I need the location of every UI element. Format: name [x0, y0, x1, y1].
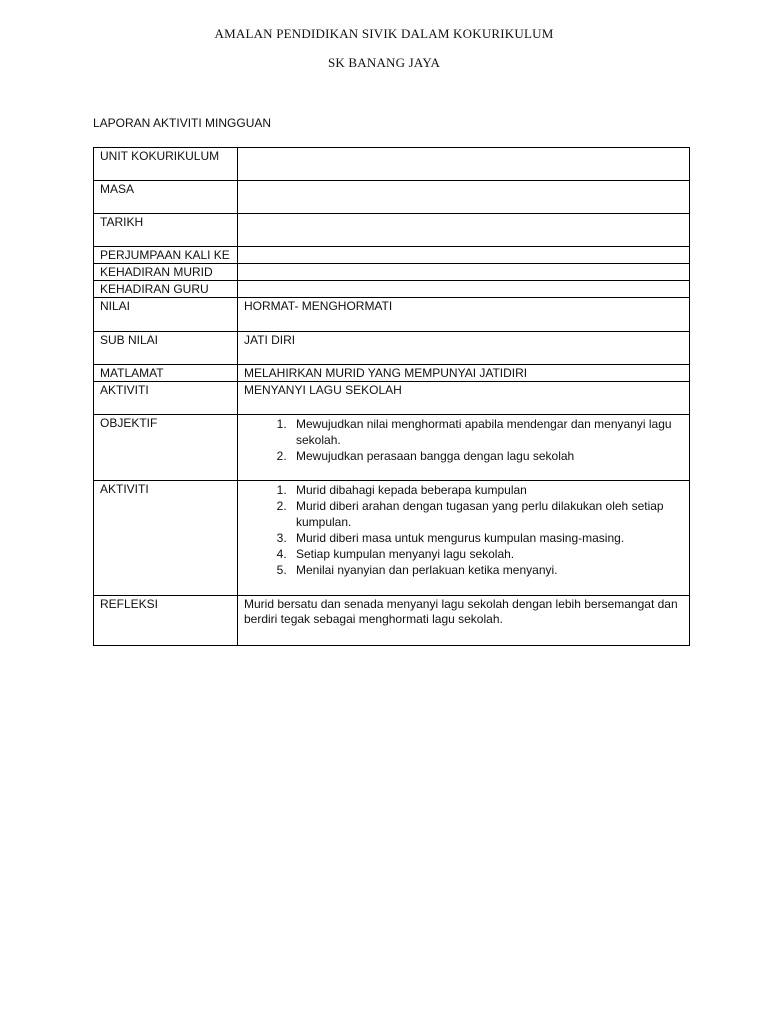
- row-refleksi: [94, 596, 690, 646]
- row-label: KEHADIRAN GURU: [94, 281, 238, 298]
- row-value: MELAHIRKAN MURID YANG MEMPUNYAI JATIDIRI: [238, 365, 690, 382]
- row-label: UNIT KOKURIKULUM: [94, 148, 238, 181]
- row-value: Murid bersatu dan senada menyanyi lagu sekolah dengan lebih bersemangat dan berdiri tegak sebagai menghormati lagu sekolah.: [238, 596, 690, 646]
- list-item: 3. Murid diberi masa untuk mengurus kumpulan masing-masing.: [290, 530, 683, 546]
- row-value: [238, 281, 690, 298]
- row-value: [238, 148, 690, 181]
- list-item: 2. Murid diberi arahan dengan tugasan yang perlu dilakukan oleh setiap kumpulan.: [290, 498, 683, 530]
- row-value: [238, 214, 690, 247]
- list-item: 2. Mewujudkan perasaan bangga dengan lagu sekolah: [290, 448, 683, 464]
- row-sub-nilai: [94, 332, 690, 365]
- row-unit-kokurikulum: [94, 148, 690, 181]
- row-label: AKTIVITI: [94, 481, 238, 596]
- document-title: AMALAN PENDIDIKAN SIVIK DALAM KOKURIKULUM: [214, 26, 554, 41]
- row-label: PERJUMPAAN KALI KE: [94, 247, 238, 264]
- list-item: 1. Mewujudkan nilai menghormati apabila mendengar dan menyanyi lagu sekolah.: [290, 416, 683, 448]
- row-perjumpaan: [94, 247, 690, 264]
- school-name: SK BANANG JAYA: [327, 55, 441, 70]
- row-value: [238, 181, 690, 214]
- row-matlamat: [94, 365, 690, 382]
- row-value: [238, 481, 690, 596]
- row-value: HORMAT- MENGHORMATI: [238, 298, 690, 332]
- report-table: [93, 147, 690, 646]
- row-value: [238, 415, 690, 481]
- row-aktiviti-title: [94, 382, 690, 415]
- row-label: TARIKH: [94, 214, 238, 247]
- row-value: [238, 247, 690, 264]
- list-item: 1. Murid dibahagi kepada beberapa kumpulan: [290, 482, 683, 498]
- row-value: [238, 264, 690, 281]
- row-value: JATI DIRI: [238, 332, 690, 365]
- row-label: OBJEKTIF: [94, 415, 238, 481]
- row-label: MASA: [94, 181, 238, 214]
- objective-list: [244, 416, 683, 464]
- row-objektif: [94, 415, 690, 481]
- row-label: REFLEKSI: [94, 596, 238, 646]
- row-kehadiran-murid: [94, 264, 690, 281]
- row-masa: [94, 181, 690, 214]
- report-label: LAPORAN AKTIVITI MINGGUAN: [93, 116, 272, 130]
- activity-list: [244, 482, 683, 578]
- list-item: 5. Menilai nyanyian dan perlakuan ketika menyanyi.: [290, 562, 683, 578]
- row-nilai: [94, 298, 690, 332]
- row-value: MENYANYI LAGU SEKOLAH: [238, 382, 690, 415]
- row-kehadiran-guru: [94, 281, 690, 298]
- row-label: KEHADIRAN MURID: [94, 264, 238, 281]
- row-label: MATLAMAT: [94, 365, 238, 382]
- row-label: NILAI: [94, 298, 238, 332]
- list-item: 4. Setiap kumpulan menyanyi lagu sekolah.: [290, 546, 683, 562]
- row-label: AKTIVITI: [94, 382, 238, 415]
- row-tarikh: [94, 214, 690, 247]
- row-label: SUB NILAI: [94, 332, 238, 365]
- row-aktiviti-steps: [94, 481, 690, 596]
